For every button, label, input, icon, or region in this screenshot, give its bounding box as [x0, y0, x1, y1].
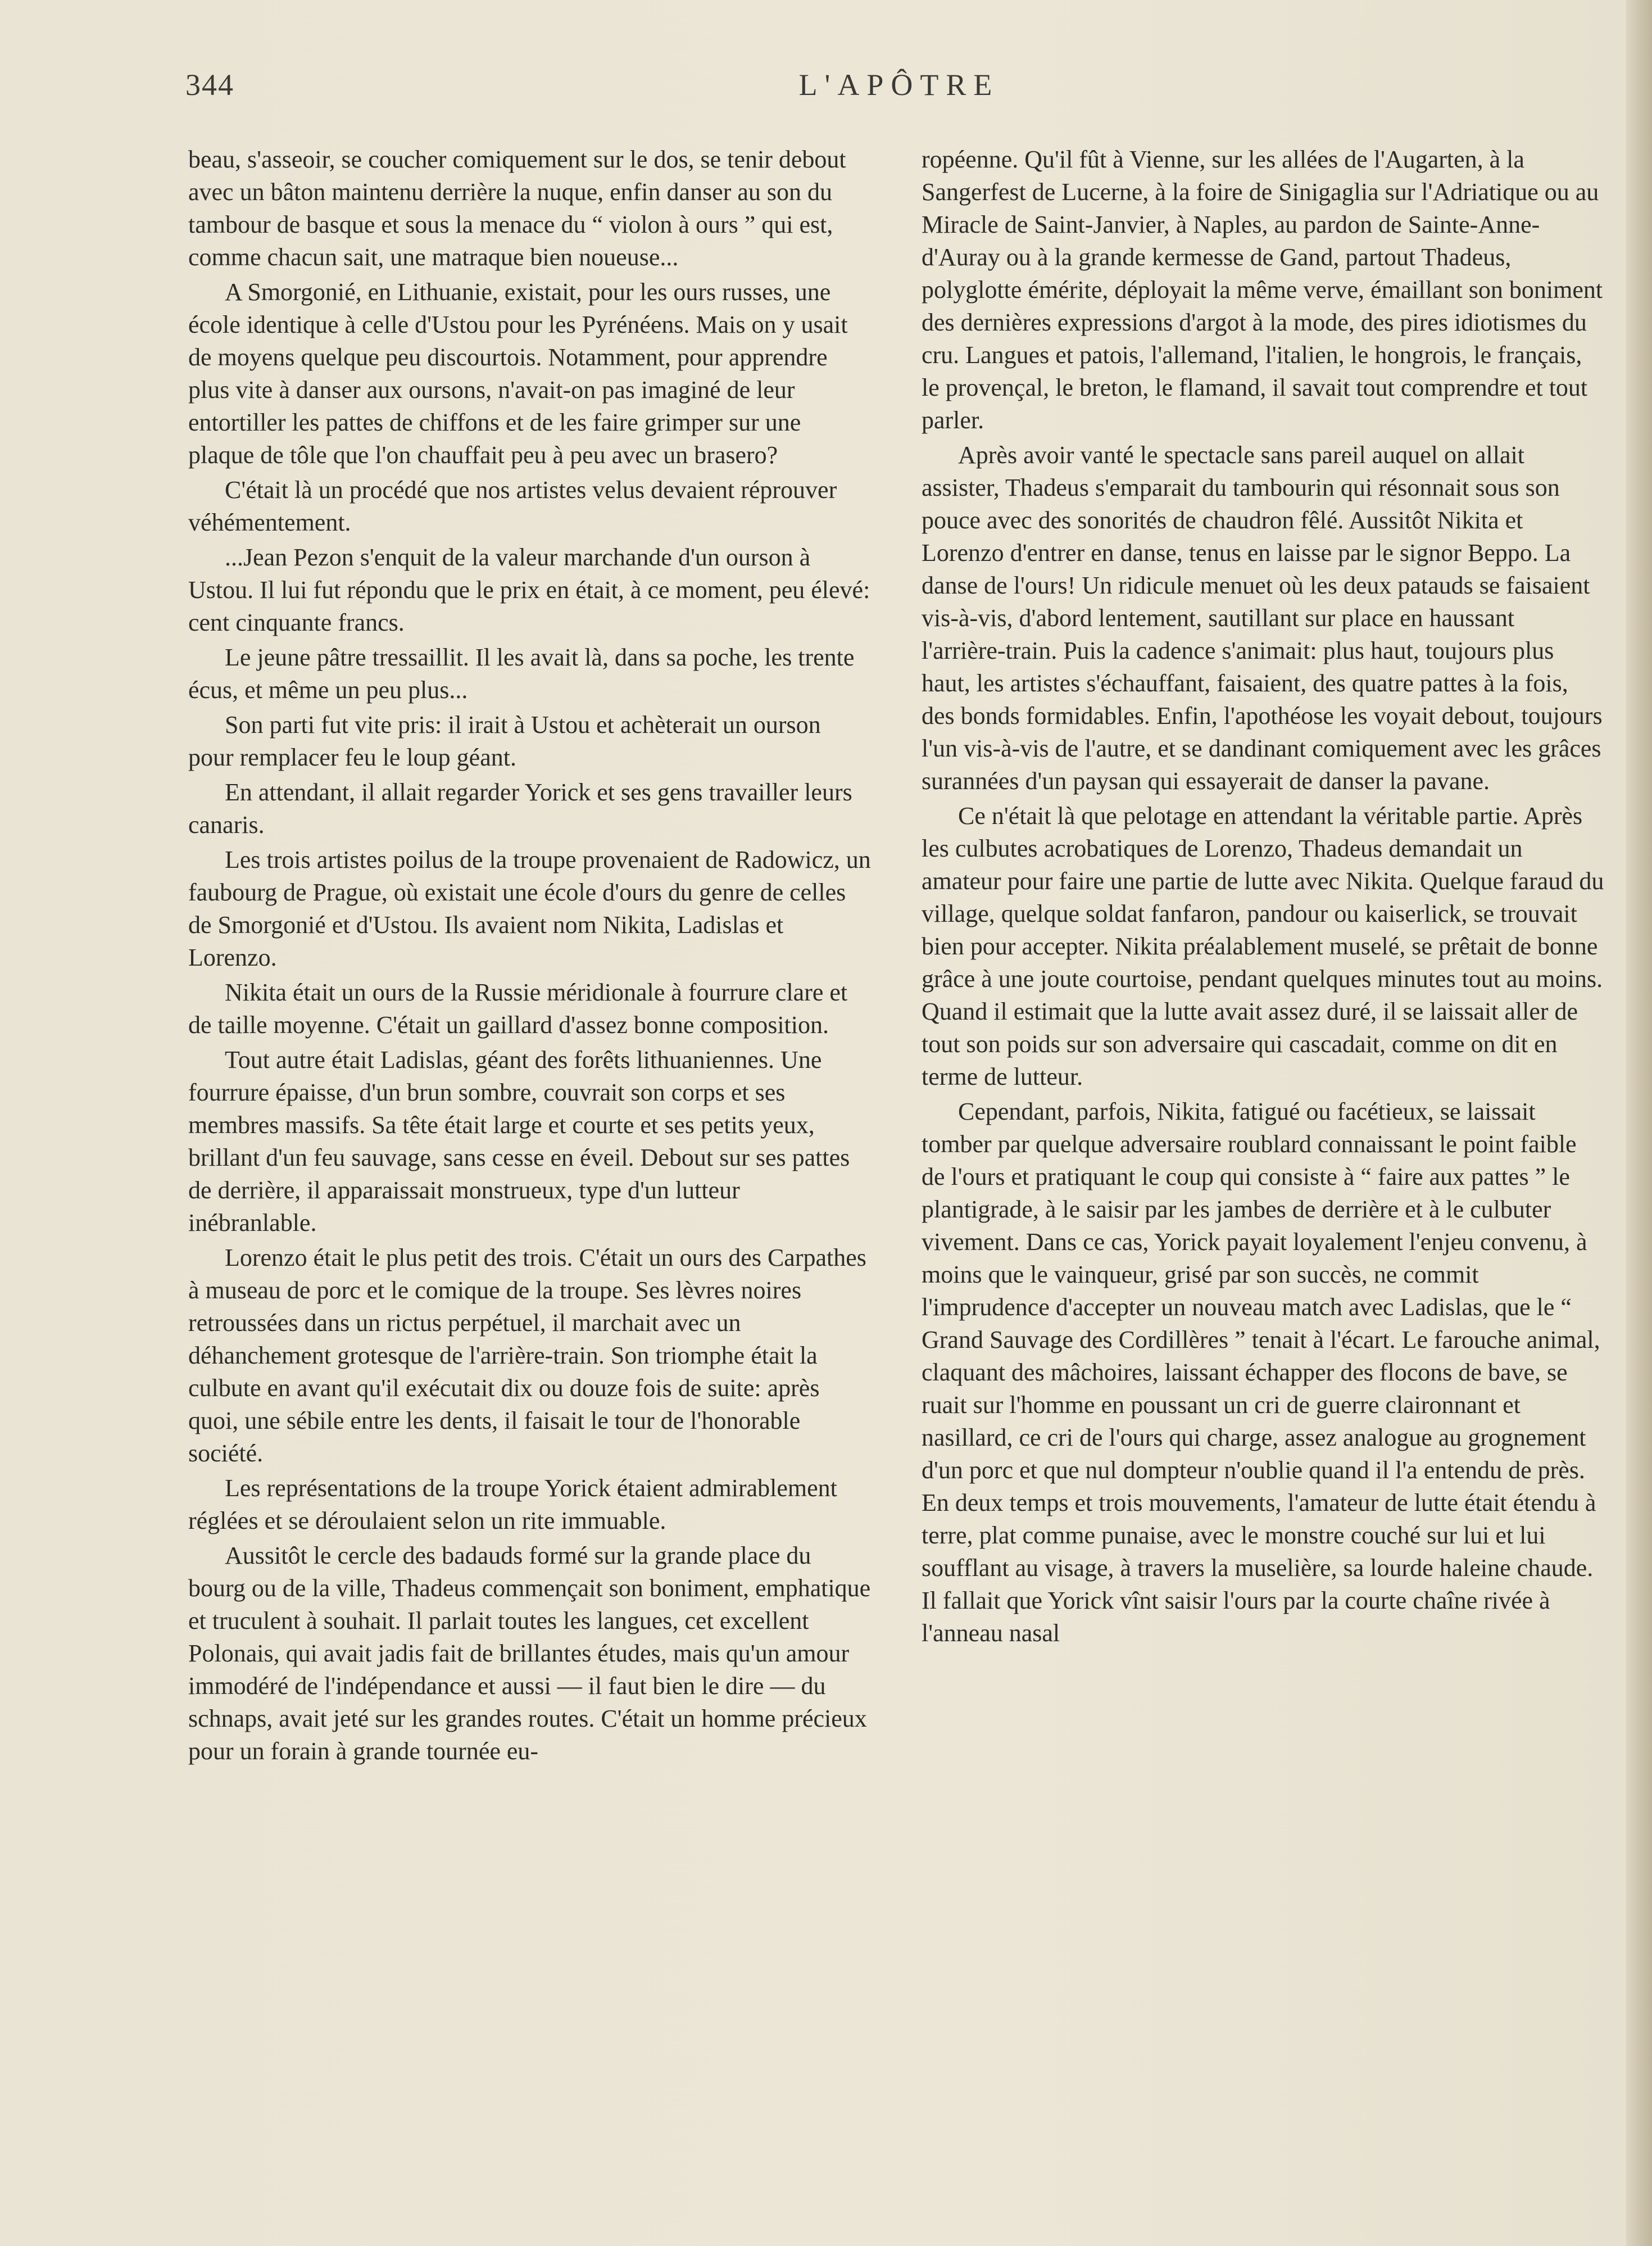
paragraph: Nikita était un ours de la Russie méridionale à fourrure clare et de taille moyenne. C'était un gaillard d'assez bonne composition.: [188, 979, 848, 1039]
paragraph: En attendant, il allait regarder Yorick et ses gens travailler leurs canaris.: [188, 778, 852, 839]
running-title: L'APÔTRE: [798, 68, 1000, 102]
paragraph: ...Jean Pezon s'enquit de la valeur marchande d'un ourson à Ustou. Il lui fut répondu que le prix en était, à ce moment, peu élevé: cent cinquante francs.: [188, 544, 870, 636]
paragraph: Son parti fut vite pris: il irait à Ustou et achèterait un ourson pour remplacer feu le loup géant.: [188, 711, 821, 771]
paragraph: C'était là un procédé que nos artistes velus devaient réprouver véhémentement.: [188, 476, 837, 536]
page-header: [185, 56, 1613, 118]
paragraph: Le jeune pâtre tressaillit. Il les avait là, dans sa poche, les trente écus, et même un peu plus...: [188, 644, 855, 704]
page-number: 344: [185, 68, 234, 102]
paragraph: Ce n'était là que pelotage en attendant la véritable partie. Après les culbutes acrobatiques de Lorenzo, Thadeus demandait un amateur pour faire une partie de lutte avec Nikita. Quelque faraud du village, quelque soldat fanfaron, pandour ou kaiserlick, se trouvait bien pour accepter. Nikita préalablement muselé, se prêtait de bonne grâce à une joute courtoise, pendant quelques minutes tout au moins. Quand il estimait que la lutte avait assez duré, il se laissait aller de tout son poids sur son adversaire qui cascadait, comme on dit en terme de lutteur.: [922, 802, 1604, 1090]
left-text-column: [188, 143, 871, 1770]
paragraph: Cependant, parfois, Nikita, fatigué ou facétieux, se laissait tomber par quelque adversaire roublard connaissant le point faible de l'ours et pratiquant le coup qui consiste à “ faire aux pattes ” le plantigrade, à le saisir par les jambes de derrière et à le culbuter vivement. Dans ce cas, Yorick payait loyalement l'enjeu convenu, à moins que le vainqueur, grisé par son succès, ne commit l'imprudence d'accepter un nouveau match avec Ladislas, que le “ Grand Sauvage des Cordillères ” tenait à l'écart. Le farouche animal, claquant des mâchoires, laissant échapper des flocons de bave, se ruait sur l'homme en poussant un cri de guerre claironnant et nasillard, ce cri de l'ours qui charge, assez analogue au grognement d'un porc et que nul dompteur n'oublie quand il l'a entendu de près. En deux temps et trois mouvements, l'amateur de lutte était étendu à terre, plat comme punaise, avec le monstre couché sur lui et lui soufflant au visage, à travers la muselière, sa lourde haleine chaude. Il fallait que Yorick vînt saisir l'ours par la courte chaîne rivée à l'anneau nasal: [922, 1098, 1600, 1647]
right-text-column: [922, 143, 1604, 1652]
paragraph: ropéenne. Qu'il fût à Vienne, sur les allées de l'Augarten, à la Sangerfest de Lucerne, à la foire de Sinigaglia sur l'Adriatique ou au Miracle de Saint-Janvier, à Naples, au pardon de Sainte-Anne-d'Auray ou à la grande kermesse de Gand, partout Thadeus, polyglotte émérite, déployait la même verve, émaillant son boniment des dernières expressions d'argot à la mode, des pires idiotismes du cru. Langues et patois, l'allemand, l'italien, le hongrois, le français, le provençal, le breton, le flamand, il savait tout comprendre et tout parler.: [922, 146, 1603, 434]
paragraph: Lorenzo était le plus petit des trois. C'était un ours des Carpathes à museau de porc et le comique de la troupe. Ses lèvres noires retroussées dans un rictus perpétuel, il marchait avec un déhanchement grotesque de l'arrière-train. Son triomphe était la culbute en avant qu'il exécutait dix ou douze fois de suite: après quoi, une sébile entre les dents, il faisait le tour de l'honorable société.: [188, 1244, 866, 1467]
paragraph: A Smorgonié, en Lithuanie, existait, pour les ours russes, une école identique à celle d'Ustou pour les Pyrénéens. Mais on y usait de moyens quelque peu discourtois. Notamment, pour apprendre plus vite à danser aux oursons, n'avait-on pas imaginé de leur entortiller les pattes de chiffons et de les faire grimper sur une plaque de tôle que l'on chauffait peu à peu avec un brasero?: [188, 278, 848, 469]
page-edge-shadow: [1626, 0, 1652, 2246]
paragraph: Tout autre était Ladislas, géant des forêts lithuaniennes. Une fourrure épaisse, d'un brun sombre, couvrait son corps et ses membres massifs. Sa tête était large et courte et ses petits yeux, brillant d'un feu sauvage, sans cesse en éveil. Debout sur ses pattes de derrière, il apparaissait monstrueux, type d'un lutteur inébranlable.: [188, 1046, 850, 1237]
paragraph: beau, s'asseoir, se coucher comiquement sur le dos, se tenir debout avec un bâton maintenu derrière la nuque, enfin danser au son du tambour de basque et sous la menace du “ violon à ours ” qui est, comme chacun sait, une matraque bien noueuse...: [188, 146, 846, 271]
paragraph: Les trois artistes poilus de la troupe provenaient de Radowicz, un faubourg de Prague, où existait une école d'ours du genre de celles de Smorgonié et d'Ustou. Ils avaient nom Nikita, Ladislas et Lorenzo.: [188, 846, 871, 971]
paragraph: Aussitôt le cercle des badauds formé sur la grande place du bourg ou de la ville, Thadeus commençait son boniment, emphatique et truculent à souhait. Il parlait toutes les langues, cet excellent Polonais, qui avait jadis fait de brillantes études, mais qu'un amour immodéré de l'indépendance et aussi — il faut bien le dire — du schnaps, avait jeté sur les grandes routes. C'était un homme précieux pour un forain à grande tournée eu-: [188, 1542, 871, 1765]
paragraph: Après avoir vanté le spectacle sans pareil auquel on allait assister, Thadeus s'emparait du tambourin qui résonnait sous son pouce avec des sonorités de chaudron fêlé. Aussitôt Nikita et Lorenzo d'entrer en danse, tenus en laisse par le signor Beppo. La danse de l'ours! Un ridicule menuet où les deux patauds se faisaient vis-à-vis, d'abord lentement, sautillant sur place en haussant l'arrière-train. Puis la cadence s'animait: plus haut, toujours plus haut, les artistes s'échauffant, faisaient, des quatre pattes à la fois, des bonds formidables. Enfin, l'apothéose les voyait debout, toujours l'un vis-à-vis de l'autre, et se dandinant comiquement avec les grâces surannées d'un paysan qui essayerait de danser la pavane.: [922, 441, 1603, 795]
paragraph: Les représentations de la troupe Yorick étaient admirablement réglées et se déroulaient selon un rite immuable.: [188, 1474, 837, 1534]
